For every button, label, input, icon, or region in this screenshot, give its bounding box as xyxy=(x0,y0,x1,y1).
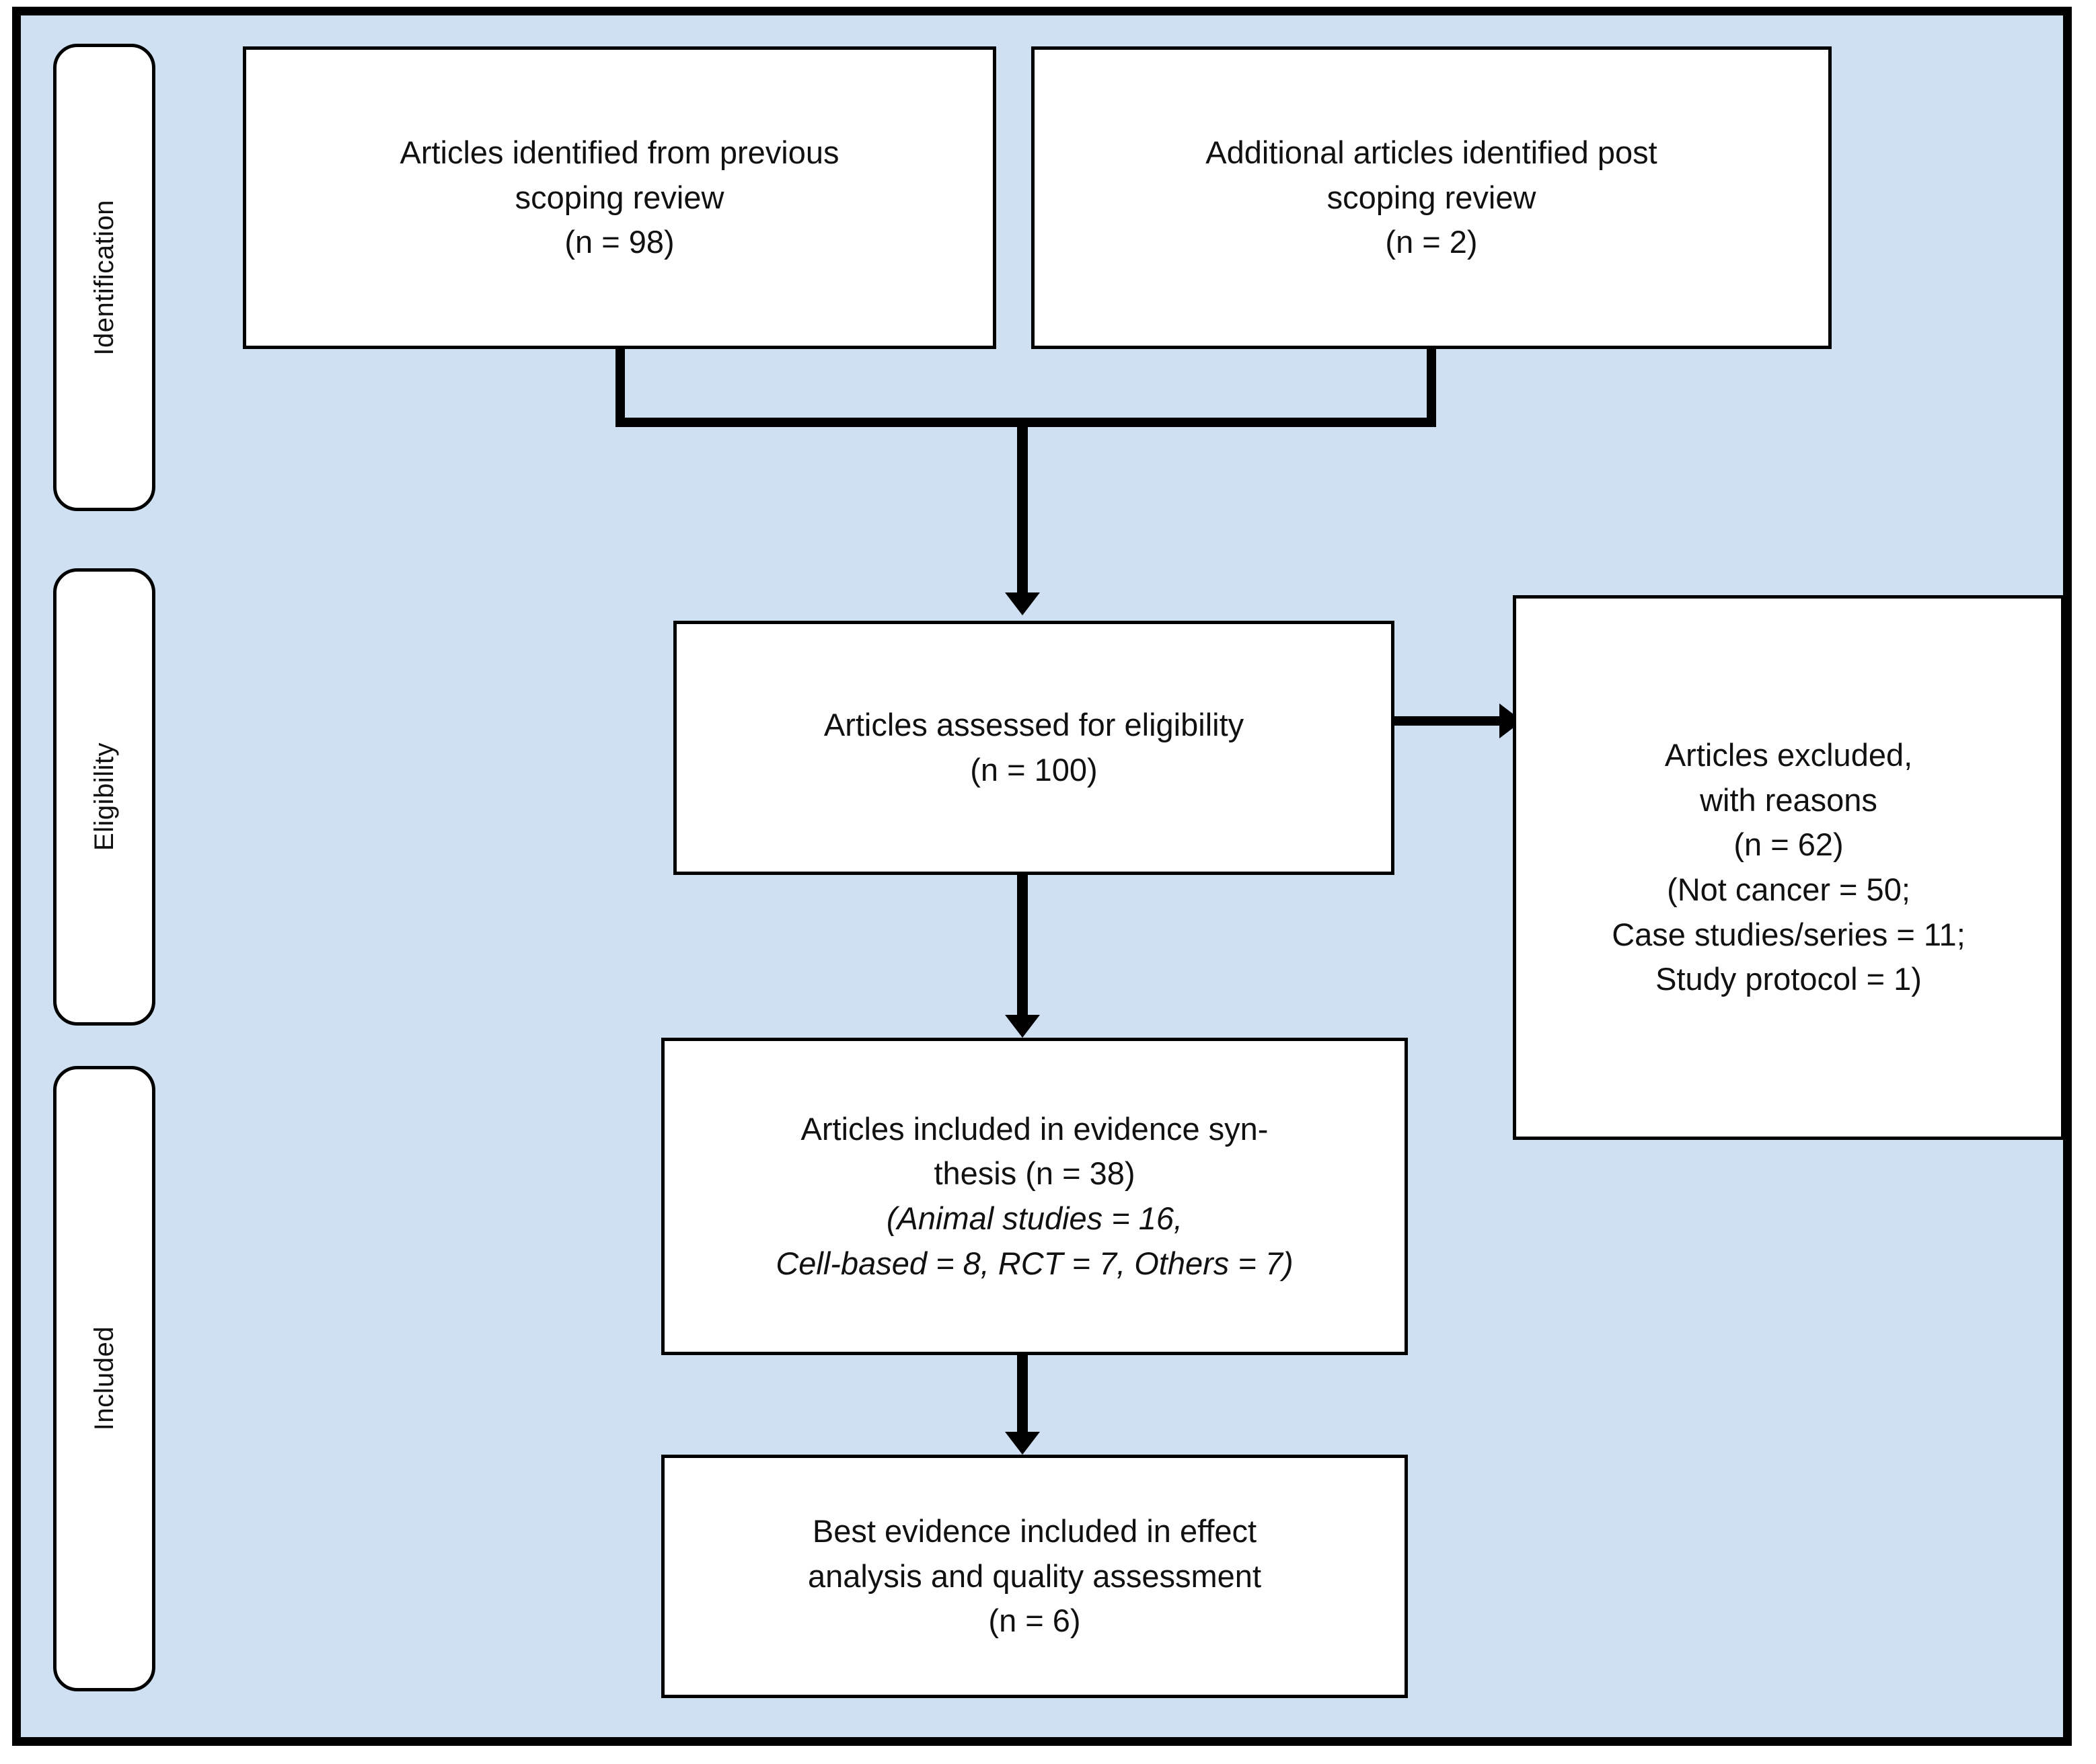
connector-right-drop xyxy=(1427,349,1436,426)
connector-synthesis-to-best-evidence xyxy=(1017,1355,1028,1439)
arrow-to-eligibility xyxy=(1005,592,1040,615)
box-best-evidence-line-2: analysis and quality assessment xyxy=(807,1558,1262,1594)
box-included-synthesis-italic-1: (Animal studies = 16, xyxy=(886,1200,1183,1236)
box-identified-previous xyxy=(243,46,996,349)
stage-label-eligibility xyxy=(53,568,155,1026)
box-excluded-line-4: (Not cancer = 50; xyxy=(1667,872,1910,907)
box-included-synthesis-line-1: Articles included in evidence syn- xyxy=(800,1110,1269,1147)
box-identified-previous-line-1: Articles identified from previous xyxy=(400,134,839,170)
box-excluded-line-3: (n = 62) xyxy=(1733,827,1844,863)
stage-label-identification xyxy=(53,44,155,511)
connector-left-drop xyxy=(615,349,625,426)
box-identified-additional-line-2: scoping review xyxy=(1326,179,1536,215)
box-assessed-eligibility-line-2: (n = 100) xyxy=(970,752,1098,788)
arrow-to-synthesis xyxy=(1005,1015,1040,1038)
stage-label-included xyxy=(53,1066,155,1691)
box-excluded-line-2: with reasons xyxy=(1700,781,1877,818)
box-identified-additional-line-1: Additional articles identified post xyxy=(1205,134,1657,170)
box-included-synthesis-italic-2: Cell-based = 8, RCT = 7, Others = 7) xyxy=(776,1245,1294,1281)
box-identified-previous-line-2: scoping review xyxy=(515,179,724,215)
box-included-synthesis xyxy=(661,1038,1408,1355)
box-identified-additional-line-3: (n = 2) xyxy=(1385,224,1478,260)
box-best-evidence-line-1: Best evidence included in effect xyxy=(812,1512,1257,1549)
connector-to-excluded xyxy=(1394,716,1510,726)
diagram-frame xyxy=(12,7,2072,1746)
box-excluded-line-6: Study protocol = 1) xyxy=(1655,961,1922,997)
box-best-evidence xyxy=(661,1455,1408,1698)
box-excluded-line-5: Case studies/series = 11; xyxy=(1612,916,1966,952)
box-excluded xyxy=(1513,595,2064,1140)
box-assessed-eligibility-line-1: Articles assessed for eligibility xyxy=(823,707,1244,743)
box-identified-additional xyxy=(1031,46,1832,349)
stage-label-included-text: Included xyxy=(89,1326,119,1431)
box-identified-previous-line-3: (n = 98) xyxy=(564,224,675,260)
box-best-evidence-line-3: (n = 6) xyxy=(988,1603,1081,1639)
box-included-synthesis-line-2: thesis (n = 38) xyxy=(934,1155,1135,1192)
arrow-to-best-evidence xyxy=(1005,1432,1040,1455)
connector-eligibility-to-synthesis xyxy=(1017,875,1028,1022)
stage-label-identification-text: Identification xyxy=(89,199,119,356)
box-excluded-line-1: Articles excluded, xyxy=(1664,736,1913,773)
box-assessed-eligibility xyxy=(673,621,1394,875)
stage-label-eligibility-text: Eligibility xyxy=(89,742,119,851)
connector-center-stem xyxy=(1017,418,1028,599)
